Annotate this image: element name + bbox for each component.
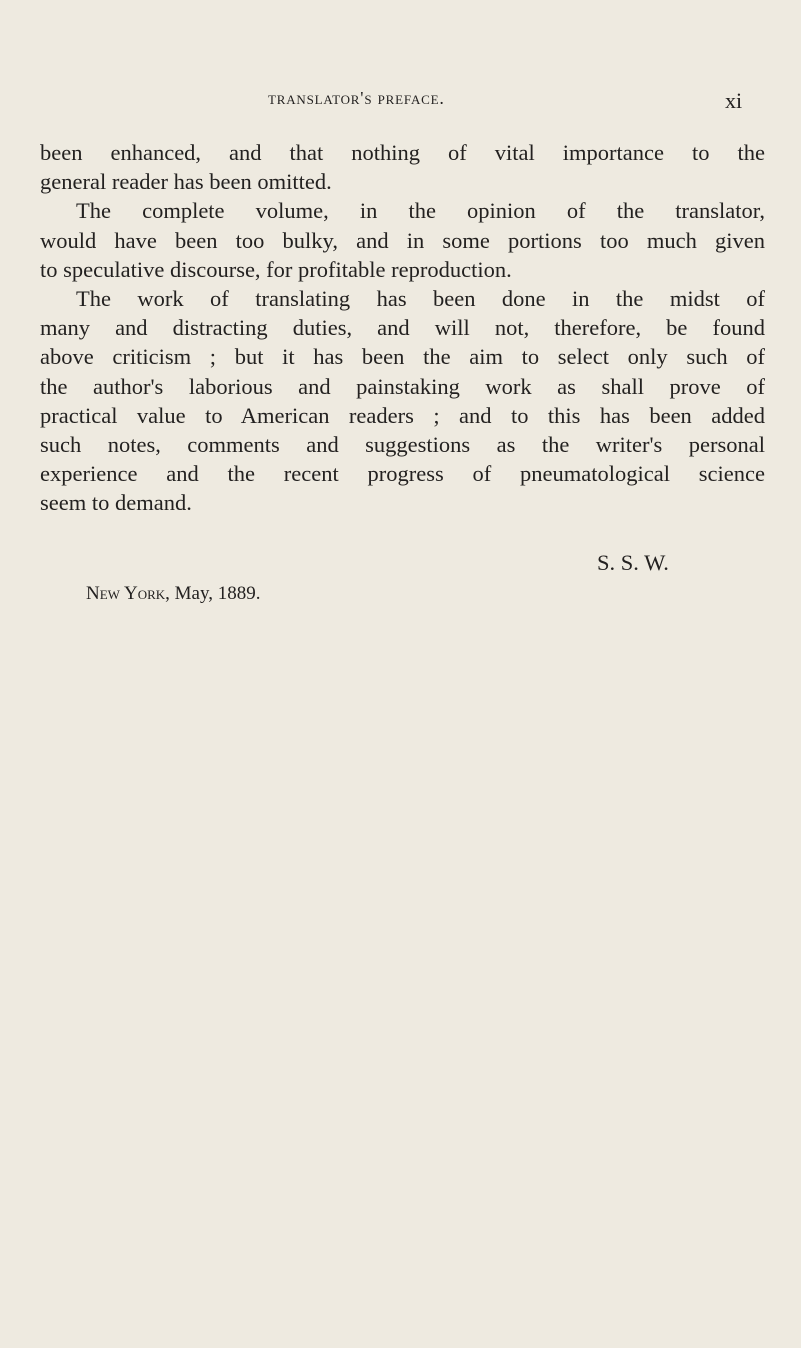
text-line: such notes, comments and suggestions as the writer's personal bbox=[40, 432, 765, 458]
text-line: experience and the recent progress of pneumatological science bbox=[40, 461, 765, 487]
page-number: xi bbox=[725, 88, 743, 113]
text-line: The complete volume, in the opinion of the translator, bbox=[76, 198, 765, 224]
text-line: general reader has been omitted. bbox=[40, 169, 332, 195]
text-line: practical value to American readers ; and to this has been added bbox=[40, 402, 765, 428]
paragraph-3 bbox=[40, 284, 765, 518]
dateline bbox=[86, 583, 261, 605]
text-line: above criticism ; but it has been the aim to select only such of bbox=[40, 344, 765, 370]
paragraph-2 bbox=[40, 196, 765, 284]
text-line: would have been too bulky, and in some portions too much given bbox=[40, 227, 765, 253]
running-title: translator's preface. bbox=[268, 88, 445, 108]
running-head bbox=[0, 88, 801, 113]
text-line: many and distracting duties, and will not, therefore, be found bbox=[40, 315, 765, 341]
text-line: seem to demand. bbox=[40, 490, 192, 516]
text-line: been enhanced, and that nothing of vital importance to the bbox=[40, 140, 765, 165]
text-line: The work of translating has been done in the midst of bbox=[76, 286, 765, 312]
text-line: to speculative discourse, for profitable reproduction. bbox=[40, 256, 512, 282]
text-line: the author's laborious and painstaking work as shall prove of bbox=[40, 373, 765, 399]
paragraph-1 bbox=[40, 138, 765, 196]
dateline-place: New York, bbox=[86, 583, 170, 604]
body-text bbox=[40, 138, 765, 518]
dateline-date: May, 1889. bbox=[174, 583, 261, 604]
signature: S. S. W. bbox=[597, 550, 669, 575]
